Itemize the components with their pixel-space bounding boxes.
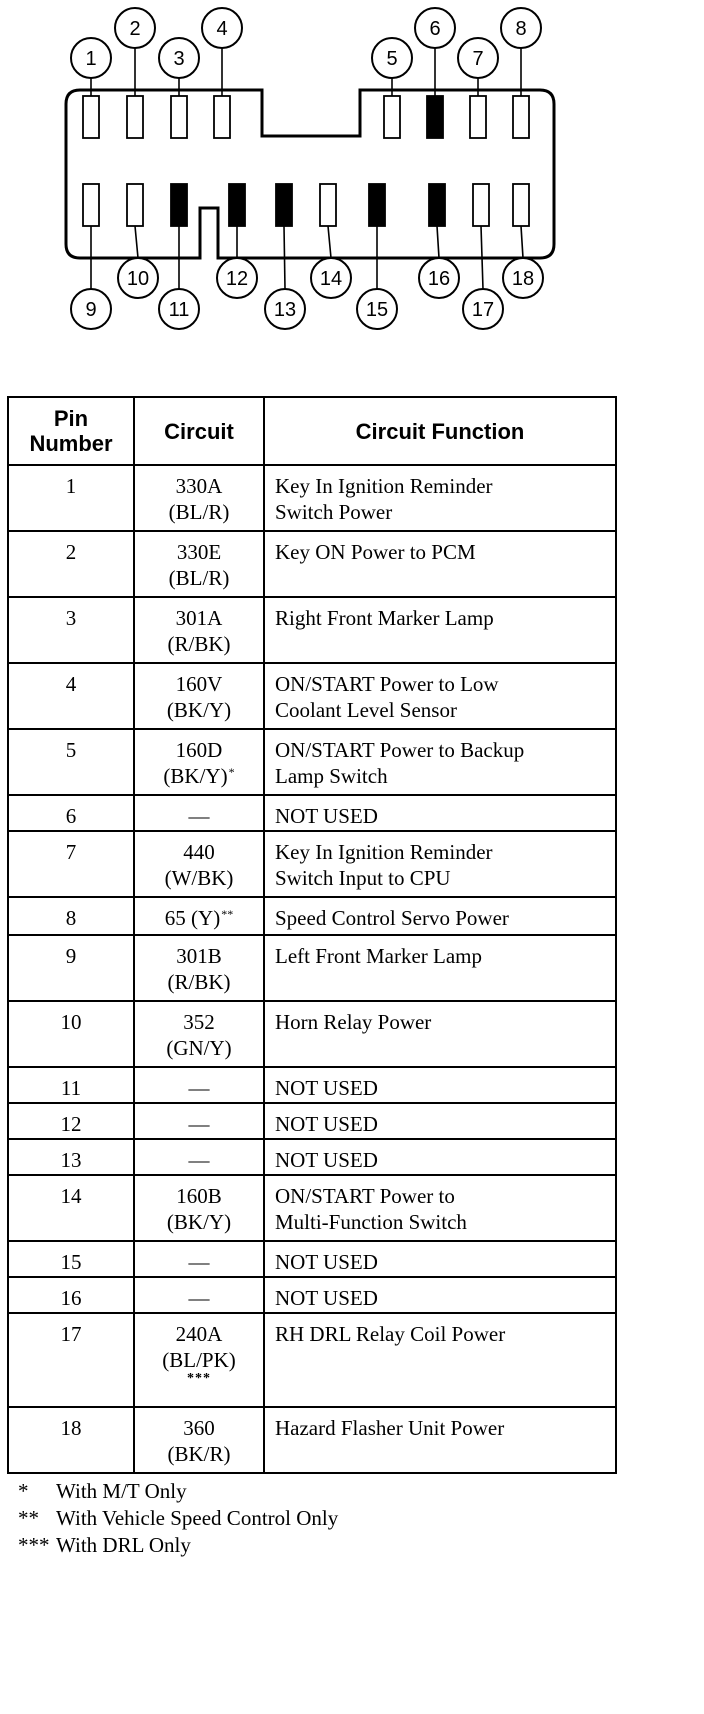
- pin-number-cell: 14: [8, 1175, 134, 1241]
- pin-1-label: 1: [85, 48, 97, 70]
- footnote: [18, 1532, 678, 1559]
- pin-table: [7, 396, 617, 1474]
- pin-13-slot: [276, 184, 292, 226]
- pin-number-cell: 18: [8, 1407, 134, 1473]
- pin-number-cell: 7: [8, 831, 134, 897]
- circuit-function-cell: [264, 663, 616, 729]
- circuit-function-text: Key In Ignition Reminder Switch Power: [275, 474, 493, 524]
- circuit-id: —: [188, 1286, 210, 1310]
- pin-number-cell: 8: [8, 897, 134, 935]
- pin-4-slot: [214, 96, 230, 138]
- pin-12-slot: [229, 184, 245, 226]
- pin-17-label: 17: [471, 299, 495, 321]
- footnote-mark: **: [18, 1506, 39, 1530]
- pin-2-slot: [127, 96, 143, 138]
- circuit-function-text: Key In Ignition Reminder Switch Input to CPU: [275, 840, 493, 890]
- pin-number-cell: 1: [8, 465, 134, 531]
- pin-16-slot: [429, 184, 445, 226]
- circuit-id: 301A: [175, 606, 223, 630]
- pin-4-label: 4: [216, 18, 228, 40]
- circuit-function-text: NOT USED: [275, 1148, 378, 1172]
- circuit-function-cell: [264, 1001, 616, 1067]
- wire-color: (BK/Y): [163, 764, 228, 788]
- circuit-cell: [134, 1103, 264, 1139]
- circuit-function-text: NOT USED: [275, 1076, 378, 1100]
- wire-color: (W/BK): [164, 866, 234, 890]
- header-circuit: Circuit: [134, 397, 264, 465]
- table-row: [8, 831, 616, 897]
- circuit-cell: [134, 1175, 264, 1241]
- circuit-cell: [134, 1313, 264, 1407]
- footnote-text: With Vehicle Speed Control Only: [56, 1506, 339, 1530]
- circuit-cell: [134, 465, 264, 531]
- circuit-function-cell: [264, 1175, 616, 1241]
- circuit-id: 360: [183, 1416, 215, 1440]
- pin-3-label: 3: [173, 48, 185, 70]
- pin-number-cell: 5: [8, 729, 134, 795]
- footnote-marker: *: [228, 765, 235, 779]
- circuit-cell: [134, 597, 264, 663]
- pin-11-label: 11: [168, 299, 190, 321]
- table-row: [8, 465, 616, 531]
- circuit-id: 330A: [175, 474, 223, 498]
- pin-number-cell: 4: [8, 663, 134, 729]
- pin-number-cell: 2: [8, 531, 134, 597]
- circuit-function-cell: [264, 729, 616, 795]
- circuit-id: 301B: [176, 944, 222, 968]
- pin-5-label: 5: [386, 48, 398, 70]
- footnote-mark: ***: [18, 1533, 50, 1557]
- footnote-text: With M/T Only: [56, 1479, 187, 1503]
- wire-color: (BK/R): [167, 1442, 231, 1466]
- circuit-function-text: Right Front Marker Lamp: [275, 606, 494, 630]
- pin-9-label: 9: [85, 299, 97, 321]
- circuit-cell: [134, 729, 264, 795]
- circuit-function-cell: [264, 597, 616, 663]
- circuit-id: —: [188, 1250, 210, 1274]
- circuit-id: 352: [183, 1010, 215, 1034]
- header-pin-number: Pin Number: [8, 397, 134, 465]
- footnote: [18, 1505, 678, 1532]
- circuit-function-cell: [264, 831, 616, 897]
- footnote: [18, 1478, 678, 1505]
- circuit-function-text: NOT USED: [275, 1286, 378, 1310]
- circuit-cell: [134, 831, 264, 897]
- circuit-id: —: [188, 1148, 210, 1172]
- header-circuit-function: Circuit Function: [264, 397, 616, 465]
- circuit-function-text: Horn Relay Power: [275, 1010, 432, 1034]
- pin-number-cell: 11: [8, 1067, 134, 1103]
- pin-18-slot: [513, 184, 529, 226]
- pin-6-slot: [427, 96, 443, 138]
- wire-color: (BL/R): [168, 566, 230, 590]
- circuit-cell: [134, 1407, 264, 1473]
- pin-16-label: 16: [427, 268, 451, 290]
- circuit-id: —: [188, 804, 210, 828]
- table-header-row: [8, 397, 616, 465]
- table-row: [8, 1139, 616, 1175]
- pin-7-label: 7: [472, 48, 484, 70]
- pin-number-cell: 10: [8, 1001, 134, 1067]
- circuit-function-cell: [264, 935, 616, 1001]
- table-row: [8, 1067, 616, 1103]
- wire-color: (R/BK): [167, 970, 231, 994]
- circuit-function-text: ON/START Power to Low Coolant Level Sensor: [275, 672, 499, 722]
- circuit-id: 160B: [176, 1184, 222, 1208]
- circuit-cell: [134, 795, 264, 831]
- circuit-function-cell: [264, 531, 616, 597]
- table-row: [8, 1001, 616, 1067]
- circuit-cell: [134, 897, 264, 935]
- circuit-function-text: NOT USED: [275, 804, 378, 828]
- pin-number-cell: 9: [8, 935, 134, 1001]
- pin-10-label: 10: [126, 268, 150, 290]
- wire-color: (BK/Y): [166, 698, 232, 722]
- pin-13-leader: [284, 226, 285, 289]
- pin-1-slot: [83, 96, 99, 138]
- table-row: [8, 1241, 616, 1277]
- footnote-mark: *: [18, 1479, 29, 1503]
- table-row: [8, 531, 616, 597]
- pin-2-label: 2: [129, 18, 141, 40]
- circuit-function-cell: [264, 465, 616, 531]
- circuit-function-cell: [264, 1407, 616, 1473]
- circuit-id: 330E: [176, 540, 222, 564]
- wire-color: (R/BK): [167, 632, 231, 656]
- circuit-function-cell: [264, 1103, 616, 1139]
- circuit-function-cell: [264, 897, 616, 935]
- circuit-function-cell: [264, 1067, 616, 1103]
- pin-12-label: 12: [225, 268, 249, 290]
- pin-18-label: 18: [511, 268, 535, 290]
- circuit-id: —: [188, 1076, 210, 1100]
- pin-number-cell: 17: [8, 1313, 134, 1407]
- circuit-cell: [134, 531, 264, 597]
- table-row: [8, 729, 616, 795]
- pin-number-cell: 6: [8, 795, 134, 831]
- pin-7-slot: [470, 96, 486, 138]
- circuit-cell: [134, 1277, 264, 1313]
- circuit-function-text: ON/START Power to Backup Lamp Switch: [275, 738, 525, 788]
- circuit-id: 440: [183, 840, 215, 864]
- pin-10-slot: [127, 184, 143, 226]
- circuit-function-text: Speed Control Servo Power: [275, 906, 509, 930]
- pin-13-label: 13: [273, 299, 297, 321]
- pin-15-label: 15: [365, 299, 389, 321]
- pin-number-cell: 15: [8, 1241, 134, 1277]
- pin-14-slot: [320, 184, 336, 226]
- table-row: [8, 795, 616, 831]
- pin-17-slot: [473, 184, 489, 226]
- footnote-marker: **: [221, 907, 234, 921]
- footnote-marker: ***: [187, 1371, 211, 1386]
- circuit-function-text: Key ON Power to PCM: [275, 540, 476, 564]
- circuit-cell: [134, 663, 264, 729]
- circuit-function-text: NOT USED: [275, 1112, 378, 1136]
- wire-color: (BL/R): [168, 500, 230, 524]
- circuit-id: 160V: [175, 672, 223, 696]
- circuit-function-cell: [264, 1313, 616, 1407]
- wire-color: (BL/PK): [162, 1348, 236, 1372]
- footnote-text: With DRL Only: [56, 1533, 191, 1557]
- pin-3-slot: [171, 96, 187, 138]
- pin-9-slot: [83, 184, 99, 226]
- circuit-function-text: RH DRL Relay Coil Power: [275, 1322, 506, 1346]
- pin-15-slot: [369, 184, 385, 226]
- table-row: [8, 1175, 616, 1241]
- pin-number-cell: 12: [8, 1103, 134, 1139]
- circuit-id: 240A: [175, 1322, 223, 1346]
- footnotes: [18, 1478, 678, 1559]
- table-row: [8, 663, 616, 729]
- table-row: [8, 897, 616, 935]
- circuit-cell: [134, 1241, 264, 1277]
- pin-11-slot: [171, 184, 187, 226]
- wire-color: (BK/Y): [166, 1210, 232, 1234]
- pin-number-cell: 16: [8, 1277, 134, 1313]
- pin-number-cell: 13: [8, 1139, 134, 1175]
- circuit-function-text: Hazard Flasher Unit Power: [275, 1416, 505, 1440]
- pin-8-slot: [513, 96, 529, 138]
- table-row: [8, 597, 616, 663]
- pin-14-label: 14: [319, 268, 343, 290]
- table-row: [8, 1407, 616, 1473]
- table-row: [8, 1277, 616, 1313]
- pin-8-label: 8: [515, 18, 527, 40]
- pin-number-cell: 3: [8, 597, 134, 663]
- circuit-cell: [134, 1001, 264, 1067]
- wire-color: (GN/Y): [166, 1036, 232, 1060]
- table-row: [8, 1103, 616, 1139]
- circuit-function-text: Left Front Marker Lamp: [275, 944, 483, 968]
- circuit-id: —: [188, 1112, 210, 1136]
- pin-5-slot: [384, 96, 400, 138]
- circuit-function-cell: [264, 1241, 616, 1277]
- circuit-function-cell: [264, 795, 616, 831]
- connector-diagram: [0, 0, 704, 400]
- circuit-function-cell: [264, 1139, 616, 1175]
- table-row: [8, 935, 616, 1001]
- circuit-cell: [134, 935, 264, 1001]
- pin-6-label: 6: [429, 18, 441, 40]
- circuit-cell: [134, 1139, 264, 1175]
- circuit-function-text: NOT USED: [275, 1250, 378, 1274]
- circuit-cell: [134, 1067, 264, 1103]
- circuit-function-text: ON/START Power to Multi-Function Switch: [275, 1184, 467, 1234]
- circuit-id: 65 (Y): [164, 906, 221, 930]
- circuit-id: 160D: [175, 738, 223, 762]
- circuit-function-cell: [264, 1277, 616, 1313]
- table-row: [8, 1313, 616, 1407]
